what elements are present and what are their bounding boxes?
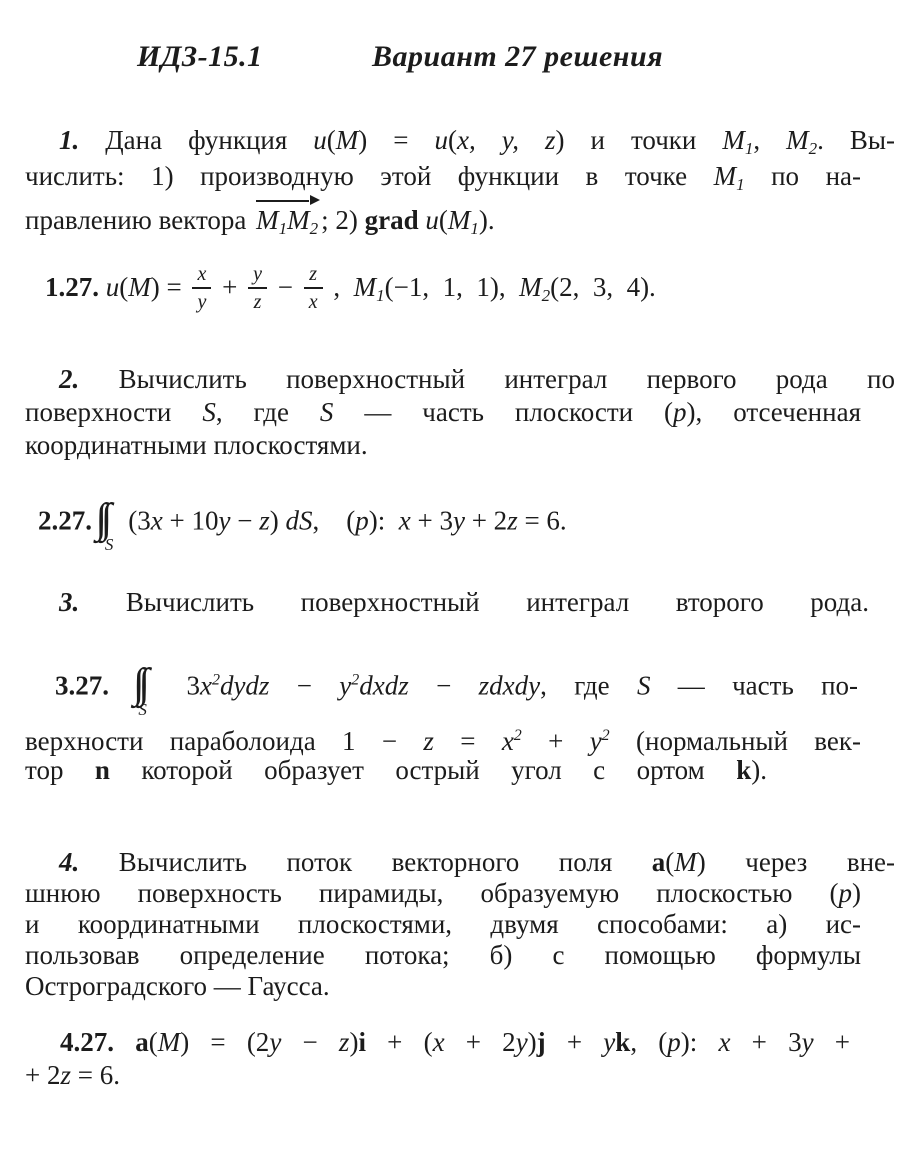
text-run: ): — [680, 1027, 719, 1057]
text-run: ( — [448, 125, 458, 155]
text-run: M — [519, 272, 542, 303]
text-run: , — [326, 272, 354, 303]
text-run: Дана функция — [105, 125, 314, 155]
double-integral — [138, 665, 155, 718]
text-run: M — [157, 1027, 181, 1057]
text-run: = 6. — [517, 505, 567, 536]
text-run: z — [507, 505, 518, 536]
text-run: + 3 — [730, 1027, 802, 1057]
text-run: и координатными плоскостями, двумя способами: а) ис- — [25, 909, 861, 939]
text-run: Вычислить поток векторного поля — [118, 847, 652, 877]
text-run: − — [270, 272, 300, 303]
subscript: 1 — [470, 219, 479, 238]
text-run: j — [536, 1027, 546, 1057]
math-fraction — [248, 264, 267, 312]
formula-3-27-line1 — [55, 662, 859, 719]
fraction-denominator — [248, 289, 267, 312]
problem1-line1 — [25, 124, 895, 165]
text-run: y — [269, 1027, 282, 1057]
text-run: M — [447, 205, 471, 235]
text-run: y — [603, 1027, 616, 1057]
formula-3-27-line3 — [25, 754, 767, 787]
text-run: i — [358, 1027, 366, 1057]
text-run: числить: 1) производную этой функции в точке — [25, 161, 714, 191]
text-run: , где — [540, 670, 637, 701]
text-run: + ( — [365, 1027, 433, 1057]
problem4-line3 — [25, 908, 861, 941]
text-run: M — [256, 205, 279, 235]
text-run: y — [801, 1027, 814, 1057]
text-run: ), отсеченная — [686, 397, 861, 427]
text-run: M — [353, 272, 377, 303]
integral-domain-label: S — [138, 699, 147, 719]
text-run: x — [398, 505, 411, 536]
math-fraction — [192, 264, 211, 312]
text-run: поверхности — [25, 397, 203, 427]
text-run: Вычислить поверхностный интеграл второго рода. — [125, 587, 870, 617]
text-run: ) = — [150, 272, 189, 303]
text-run: n — [94, 755, 110, 785]
text-run: + — [813, 1027, 850, 1057]
text-run: = 6. — [71, 1060, 120, 1090]
text-run: x — [197, 263, 207, 285]
text-run: y — [253, 263, 262, 285]
text-run: . Вы- — [817, 125, 895, 155]
subscript: 1 — [744, 139, 754, 158]
text-run: + 3 — [410, 505, 453, 536]
problem4-line2 — [25, 877, 861, 910]
text-run: x — [718, 1027, 731, 1057]
text-run: u — [434, 125, 449, 155]
text-run: M — [786, 125, 809, 155]
text-run: + 2 — [444, 1027, 516, 1057]
fraction-numerator — [248, 264, 267, 289]
problem3-line1 — [25, 586, 869, 619]
text-run: ) — [349, 1027, 359, 1057]
text-run: верхности параболоида 1 − — [25, 726, 424, 756]
superscript: 2 — [601, 727, 610, 744]
text-run: + 2 — [25, 1060, 61, 1090]
text-run: (нормальный век- — [609, 726, 861, 756]
text-run: ( — [326, 125, 336, 155]
text-run: по на- — [744, 161, 862, 191]
integral-domain-label: S — [104, 534, 114, 554]
formula-4-27-line2 — [25, 1059, 861, 1092]
formula-4-27-line1 — [60, 1026, 850, 1059]
text-run: ). — [751, 755, 767, 785]
text-run: M — [128, 272, 151, 303]
text-run: ) = (2 — [180, 1027, 270, 1057]
text-run: ) = — [358, 125, 435, 155]
text-run: dS — [285, 505, 313, 536]
text-run: 2.27. — [38, 505, 99, 536]
text-run: 2. — [59, 364, 119, 394]
text-run: ): — [368, 505, 399, 536]
text-run: (2, 3, 4). — [550, 272, 656, 303]
fraction-denominator — [304, 289, 323, 312]
subscript: 2 — [808, 139, 818, 158]
text-run: z — [423, 726, 434, 756]
text-run: x — [150, 505, 163, 536]
superscript: 2 — [211, 671, 220, 689]
text-run: + — [215, 272, 245, 303]
text-run: p — [667, 1027, 681, 1057]
text-run: (3 — [121, 505, 151, 536]
text-run: пользовав определение потока; б) с помощью формулы — [25, 940, 861, 970]
text-run: zdxdy — [478, 670, 541, 701]
problem4-line4 — [25, 939, 861, 972]
text-run: x — [308, 291, 318, 313]
subscript: 1 — [278, 219, 288, 238]
text-run: grad — [364, 205, 426, 235]
subscript: 2 — [309, 219, 319, 238]
text-run: y — [452, 505, 465, 536]
text-run: M — [674, 847, 697, 877]
text-run: координатными плоскостями. — [25, 430, 368, 460]
text-run: M — [335, 125, 359, 155]
text-run: − — [269, 670, 340, 701]
text-run: S — [202, 397, 216, 427]
text-run: u — [425, 205, 439, 235]
text-run: + — [545, 1027, 604, 1057]
text-run: ) — [527, 1027, 537, 1057]
text-run: z — [259, 505, 270, 536]
text-run: , где — [215, 397, 320, 427]
text-run: k — [736, 755, 752, 785]
text-run: 3. — [59, 587, 126, 617]
problem2-line2 — [25, 396, 861, 429]
text-run: M — [722, 125, 745, 155]
text-run: M — [713, 161, 737, 191]
text-run: , ( — [630, 1027, 668, 1057]
text-run: 3.27. — [55, 670, 137, 701]
text-run: 1. — [59, 125, 106, 155]
text-run: + 10 — [162, 505, 219, 536]
vector-arrow-overline — [253, 204, 321, 245]
text-run: z — [253, 291, 262, 313]
text-run: правлению вектора — [25, 205, 254, 235]
fraction-denominator — [192, 289, 211, 312]
text-run: − — [408, 670, 479, 701]
text-run: p — [673, 397, 687, 427]
text-run: + 2 — [464, 505, 508, 536]
text-run: S — [636, 670, 651, 701]
text-run: тор — [25, 755, 95, 785]
subscript: 1 — [376, 286, 385, 306]
problem2-line3 — [25, 429, 861, 462]
problem4-line5 — [25, 970, 861, 1003]
text-run: − — [281, 1027, 339, 1057]
document-code-title: ИДЗ-15.1 — [137, 40, 263, 73]
text-run: 4.27. — [60, 1027, 136, 1057]
text-run: 4. — [59, 847, 119, 877]
text-run: z — [60, 1060, 71, 1090]
text-run: M — [287, 205, 310, 235]
text-run: x — [199, 670, 212, 701]
text-run: a — [135, 1027, 149, 1057]
text-run: dydz — [219, 670, 270, 701]
text-run: ) — [852, 878, 861, 908]
text-run: k — [615, 1027, 631, 1057]
text-run: u — [313, 125, 327, 155]
text-run: (−1, 1, 1), — [384, 272, 520, 303]
formula-1-27 — [45, 263, 881, 314]
superscript: 2 — [351, 671, 360, 689]
text-run: ( — [119, 272, 129, 303]
subscript: 2 — [541, 286, 551, 306]
text-run: + — [521, 726, 590, 756]
text-run: y — [218, 505, 231, 536]
variant-title: Вариант 27 решения — [372, 40, 664, 73]
text-run: ( — [148, 1027, 158, 1057]
text-run: которой образует острый угол с ортом — [109, 755, 737, 785]
text-run: dxdz — [359, 670, 409, 701]
formula-3-27-line2 — [25, 719, 861, 758]
text-run: u — [105, 272, 120, 303]
text-run: Остроградского — Гаусса. — [25, 971, 330, 1001]
text-run: ) — [269, 505, 286, 536]
problem1-line2 — [25, 160, 861, 201]
text-run: ( — [438, 205, 448, 235]
text-run: ; 2) — [321, 205, 365, 235]
text-run: y — [589, 726, 602, 756]
text-run: z — [338, 1027, 350, 1057]
text-run: шнюю поверхность пирамиды, образуемую плоскостью ( — [25, 878, 839, 908]
text-run: ) и точки — [555, 125, 723, 155]
text-run: = — [433, 726, 502, 756]
text-run: z — [309, 263, 318, 285]
text-run: y — [197, 291, 207, 313]
text-run: , — [753, 125, 787, 155]
subscript: 1 — [736, 175, 745, 194]
math-fraction — [304, 264, 323, 312]
problem4-line1 — [25, 846, 895, 879]
text-run: − — [230, 505, 260, 536]
text-run: x, y, z — [457, 125, 556, 155]
problem2-line1 — [25, 363, 895, 396]
text-run: p — [355, 505, 369, 536]
text-run: p — [838, 878, 852, 908]
text-run: 3 — [159, 670, 200, 701]
text-run: Вычислить поверхностный интеграл первого рода по — [118, 364, 895, 394]
text-run: S — [319, 397, 334, 427]
text-run: x — [501, 726, 514, 756]
text-run: 1.27. — [45, 272, 106, 303]
problem1-line3 — [25, 204, 861, 245]
double-integral — [101, 500, 118, 553]
text-run: , ( — [312, 505, 356, 536]
double-integral-icon — [138, 665, 155, 705]
fraction-numerator — [192, 264, 211, 289]
text-run: x — [432, 1027, 445, 1057]
superscript: 2 — [513, 727, 522, 744]
formula-2-27 — [38, 497, 874, 554]
text-run: ) через вне- — [696, 847, 896, 877]
text-run: ( — [665, 847, 675, 877]
text-run: y — [515, 1027, 528, 1057]
text-run: a — [651, 847, 666, 877]
text-run: y — [339, 670, 352, 701]
text-run: ). — [478, 205, 495, 235]
fraction-numerator — [304, 264, 323, 289]
double-integral-icon — [101, 500, 118, 540]
text-run: — часть плоскости ( — [333, 397, 674, 427]
text-run: — часть по- — [650, 670, 859, 701]
